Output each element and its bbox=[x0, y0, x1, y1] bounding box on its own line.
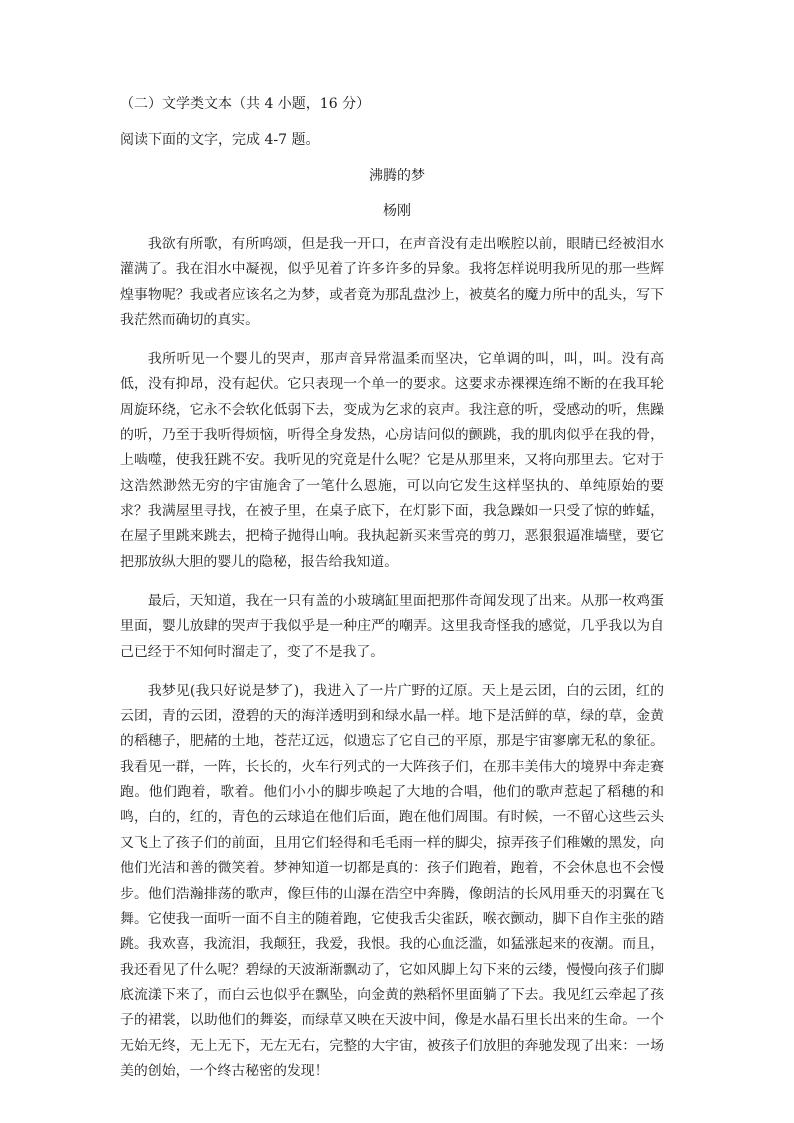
reading-instruction: 阅读下面的文字，完成 4-7 题。 bbox=[120, 132, 320, 148]
section-title: （二）文学类文本（共 4 小题，16 分） bbox=[120, 96, 371, 112]
paragraph-3: 最后，天知道，我在一只有盖的小玻璃缸里面把那件奇闻发现了出来。从那一枚鸡蛋里面，婴儿放肆的哭声于我似乎是一种庄严的嘲弄。这里我奇怪我的感觉，几乎我以为自己已经于不知何时溜走了，变了不是我了。 bbox=[120, 592, 664, 660]
article-author: 杨刚 bbox=[383, 203, 411, 219]
paragraph-2: 我所听见一个婴儿的哭声，那声音异常温柔而坚决，它单调的叫，叫，叫。没有高低，没有抑昂，没有起伏。它只表现一个单一的要求。这要求赤裸裸连绵不断的在我耳轮周旋环绕，它永不会软化低弱下去，变成为乞求的哀声。我注意的听，受感动的听，焦躁的听，乃至于我听得烦恼，听得全身发热，心房诘问似的颤跳，我的肌肉似乎在我的骨，上啮噬，使我狂跳不安。我听见的究竟是什么呢？它是从那里来，又将向那里去。它对于这浩然渺然无穷的宇宙施舍了一笔什么恩施，可以向它发生这样坚执的、单纯原始的要求？我满屋里寻找，在被子里，在桌子底下，在灯影下面，我急躁如一只受了惊的蚱蜢，在屋子里跳来跳去，把椅子抛得山响。我执起新买来雪亮的剪刀，恶狠狠逼准墙壁，要它把那放纵大胆的婴儿的隐秘，报告给我知道。 bbox=[120, 350, 664, 570]
paragraph-4: 我梦见(我只好说是梦了)，我进入了一片广野的辽原。天上是云团，白的云团，红的云团，青的云团，澄碧的天的海洋透明到和绿水晶一样。地下是活鲜的草，绿的草，金黄的稻穗子，肥赭的土地，苍茫辽远，似遗忘了它自己的平原，那是宇宙寥廓无私的象征。我看见一群，一阵，长长的，火车行列式的一大阵孩子们，在那丰美伟大的境界中奔走赛跑。他们跑着，歌着。他们小小的脚步唤起了大地的合唱，他们的歌声惹起了稻穗的和鸣，白的，红的，青色的云球追在他们后面，跑在他们周围。有时候，一不留心这些云头又飞上了孩子们的前面，且用它们轻得和毛毛雨一样的脚尖，掠弄孩子们稚嫩的黑发，向他们光洁和善的微笑着。梦神知道一切都是真的：孩子们跑着，跑着，不会休息也不会慢步。他们浩瀚排荡的歌声，像巨伟的山瀑在浩空中奔腾，像朗洁的长风用垂天的羽翼在飞舞。它使我一面听一面不自主的随着跑，它使我舌尖雀跃，喉衣颤动，脚下自作主张的踏跳。我欢喜，我流泪，我颠狂，我爱，我恨。我的心血泛滥，如猛涨起来的夜潮。而且，我还看见了什么呢？碧绿的天波渐渐飘动了，它如风脚上勾下来的云缕，慢慢向孩子们脚底流漾下来了，而白云也似乎在飘坠，向金黄的熟稻怀里面躺了下去。我见红云牵起了孩子的裙裳，以助他们的舞姿，而绿草又映在天波中间，像是水晶石里长出来的生命。一个无始无终，无上无下，无左无右，完整的大宇宙，被孩子们放胆的奔驰发现了出来：一场美的创始，一个终古秘密的发现！ bbox=[120, 682, 664, 1079]
paragraph-1: 我欲有所歌，有所呜颂，但是我一开口，在声音没有走出喉腔以前，眼睛已经被泪水灌满了。我在泪水中凝视，似乎见着了许多许多的异象。我将怎样说明我所见的那一些辉煌事物呢？我或者应该名之为梦，或者竟为那乱盘沙上，被莫名的魔力所中的乱头，写下我茫然而确切的真实。 bbox=[120, 236, 664, 329]
article-title: 沸腾的梦 bbox=[369, 168, 425, 184]
